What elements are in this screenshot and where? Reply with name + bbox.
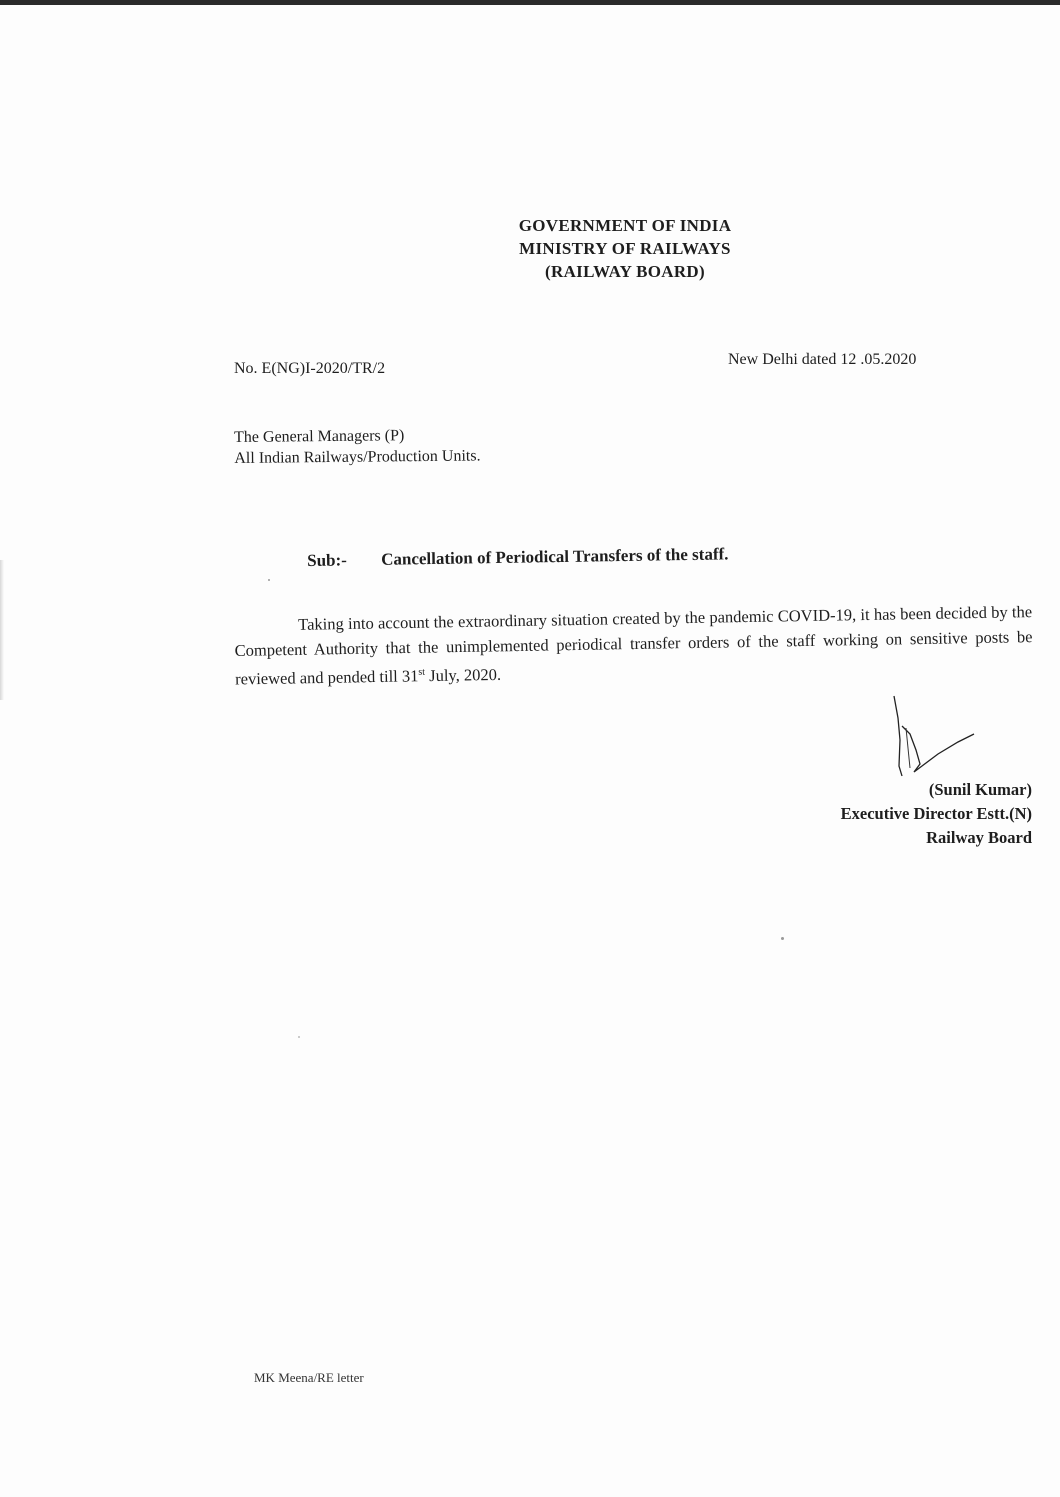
addressee-line-1: The General Managers (P) [234, 427, 405, 446]
subject-label: Sub:- [307, 550, 347, 570]
letter-date: New Delhi dated 12 .05.2020 [728, 351, 917, 368]
signatory-office: Railway Board [926, 828, 1032, 847]
paragraph-indent [234, 630, 298, 631]
subject-line [307, 544, 729, 571]
reference-number: No. E(NG)I-2020/TR/2 [234, 360, 386, 377]
scan-speck [268, 579, 270, 581]
scan-top-edge [0, 0, 1060, 5]
handwritten-signature [880, 688, 990, 780]
body-superscript: st [418, 666, 426, 678]
body-paragraph [234, 599, 1033, 691]
signatory-block [841, 778, 1032, 850]
letterhead-ministry: MINISTRY OF RAILWAYS [519, 239, 731, 258]
signatory-name: (Sunil Kumar) [928, 780, 1032, 799]
scan-speck [298, 1036, 300, 1038]
signatory-designation: Executive Director Estt.(N) [840, 804, 1032, 823]
addressee-line-2: All Indian Railways/Production Units. [234, 447, 481, 467]
footer-note: MK Meena/RE letter [254, 1370, 364, 1385]
body-text-main: Taking into account the extraordinary situation created by the pandemic COVID-19, it has been decided by the Competent Authority that the unimplemented periodical transfer orders of the staff working on sensitive posts be reviewed and pended till 31 [234, 602, 1033, 689]
scan-edge-shadow [0, 560, 4, 700]
scan-speck [781, 937, 784, 940]
letterhead [0, 214, 1060, 283]
letterhead-board: (RAILWAY BOARD) [545, 262, 705, 281]
addressee [234, 424, 481, 469]
letterhead-government: GOVERNMENT OF INDIA [518, 216, 732, 235]
subject-text: Cancellation of Periodical Transfers of the staff. [380, 544, 729, 569]
body-text-end: July, 2020. [424, 664, 502, 686]
